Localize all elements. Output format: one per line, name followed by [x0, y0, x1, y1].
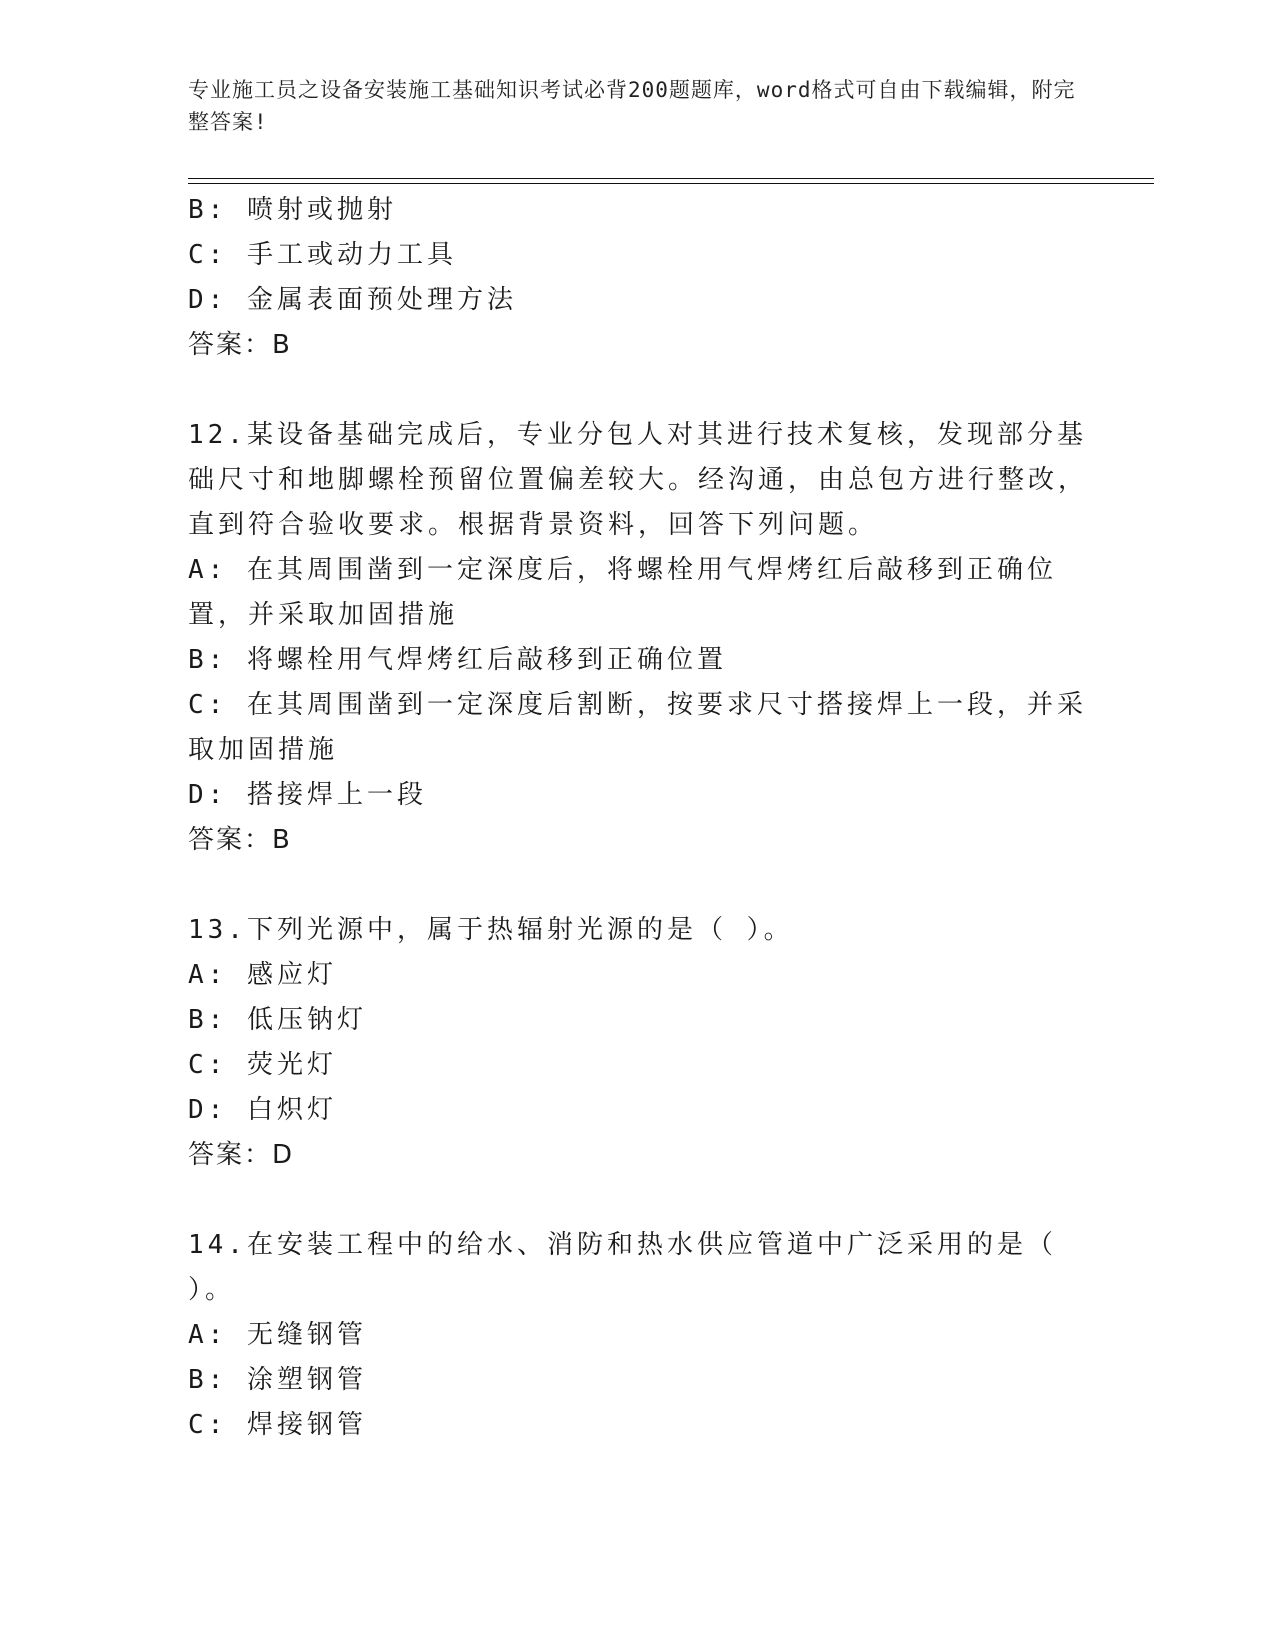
spacer: [188, 863, 1088, 908]
option-d: D: 搭接焊上一段: [188, 780, 427, 810]
question-11: [188, 188, 1088, 368]
option-d: D: 白炽灯: [188, 1095, 337, 1125]
answer-label: 答案：B: [188, 330, 292, 360]
question-stem: 12.某设备基础完成后，专业分包人对其进行技术复核，发现部分基础尺寸和地脚螺栓预留位置偏差较大。经沟通，由总包方进行整改，直到符合验收要求。根据背景资料，回答下列问题。: [188, 420, 1089, 540]
spacer: [188, 1178, 1088, 1223]
answer-label: 答案：D: [188, 1140, 295, 1170]
question-stem: 14.在安装工程中的给水、消防和热水供应管道中广泛采用的是（ ）。: [188, 1230, 1057, 1305]
option-c: C: 在其周围凿到一定深度后割断，按要求尺寸搭接焊上一段，并采取加固措施: [188, 690, 1087, 765]
option-c: C: 焊接钢管: [188, 1410, 367, 1440]
answer-label: 答案：B: [188, 825, 292, 855]
spacer: [188, 368, 1088, 413]
question-stem: 13.下列光源中，属于热辐射光源的是（ ）。: [188, 915, 794, 945]
option-a: A: 在其周围凿到一定深度后，将螺栓用气焊烤红后敲移到正确位置，并采取加固措施: [188, 555, 1057, 630]
question-12: [188, 413, 1088, 863]
option-a: A: 无缝钢管: [188, 1320, 367, 1350]
question-14: [188, 1223, 1088, 1448]
question-13: [188, 908, 1088, 1178]
question-content: [188, 188, 1088, 1448]
header-rule-bottom: [188, 183, 1154, 184]
option-b: B: 将螺栓用气焊烤红后敲移到正确位置: [188, 645, 727, 675]
option-b: B: 涂塑钢管: [188, 1365, 367, 1395]
document-header: 专业施工员之设备安装施工基础知识考试必背200题题库，word格式可自由下载编辑，附完整答案!: [188, 78, 1076, 134]
option-b: B: 喷射或抛射: [188, 195, 397, 225]
option-d: D: 金属表面预处理方法: [188, 285, 517, 315]
option-b: B: 低压钠灯: [188, 1005, 367, 1035]
header-rule-top: [188, 178, 1154, 179]
option-c: C: 手工或动力工具: [188, 240, 457, 270]
option-a: A: 感应灯: [188, 960, 337, 990]
option-c: C: 荧光灯: [188, 1050, 337, 1080]
